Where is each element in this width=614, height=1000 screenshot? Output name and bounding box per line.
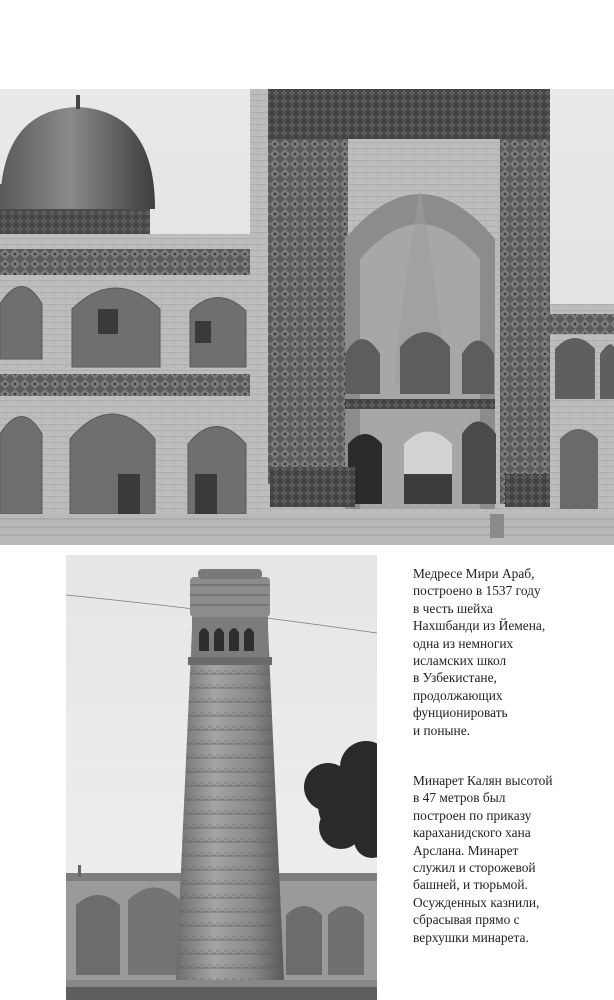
madrasa-photo [0,89,614,545]
madrasa-caption: Медресе Мири Араб, построено в 1537 году в честь шейха Нахшбанди из Йемена, одна из немногих исламских школ в Узбекистане, продолжающих фунционировать и поныне. [413,566,546,738]
minaret-caption: Минарет Калян высотой в 47 метров был построен по приказу караханидского хана Арслана. Минарет служил и сторожевой башней, и тюрьмой. Осужденных казнили, сбрасывая прямо с верхушки минарета. [413,773,553,945]
minaret-photo [66,555,377,1000]
